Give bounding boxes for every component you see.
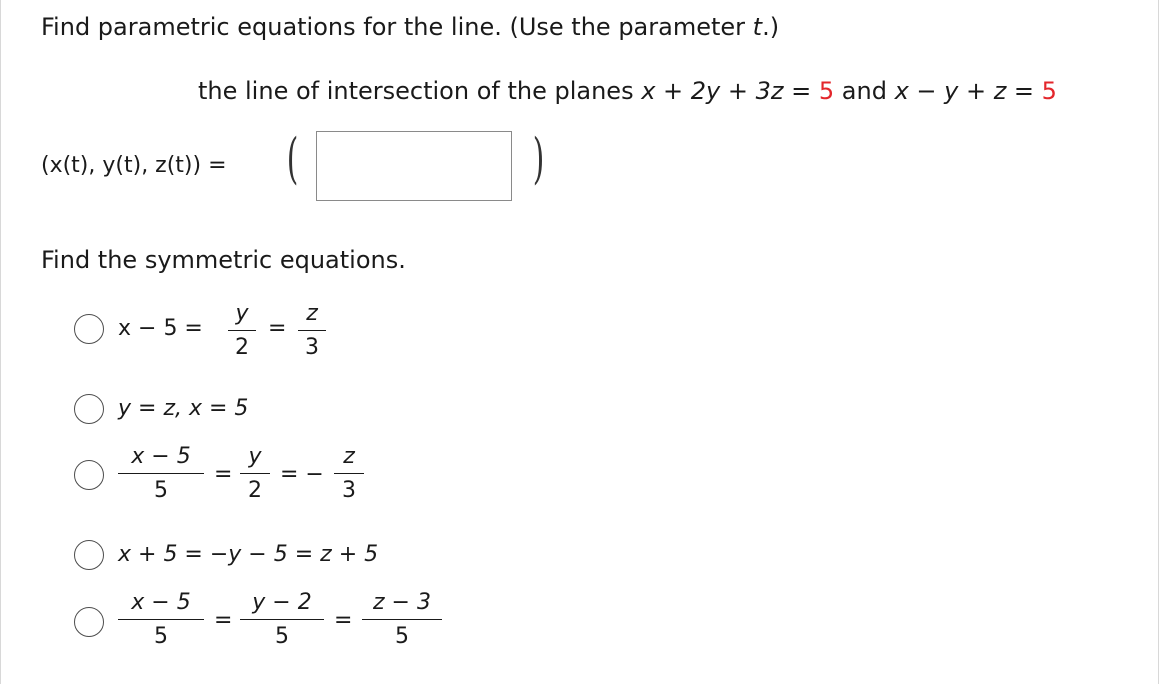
fraction: z 3	[298, 301, 326, 361]
line-description: the line of intersection of the planes x + 2y + 3z = 5 and x − y + z = 5	[198, 77, 1057, 105]
fraction: y 2	[228, 301, 256, 361]
radio-button[interactable]	[74, 607, 104, 637]
option-text: x + 5 = −y − 5 = z + 5	[118, 542, 379, 567]
left-paren: (	[286, 127, 299, 190]
equals-sign: =	[334, 608, 353, 633]
question-prompt: Find parametric equations for the line. (Use the parameter t.)	[41, 13, 780, 41]
radio-button[interactable]	[74, 394, 104, 424]
plane1-constant: 5	[818, 77, 835, 105]
radio-button[interactable]	[74, 540, 104, 570]
option-lead: x − 5 =	[118, 316, 203, 341]
fraction: y 2	[240, 444, 270, 504]
plane2-constant: 5	[1041, 77, 1057, 105]
equals-sign: =	[268, 316, 287, 341]
parametric-answer-input[interactable]	[316, 131, 512, 201]
equals-sign: =	[214, 462, 233, 487]
fraction: z 3	[334, 444, 364, 504]
symmetric-prompt: Find the symmetric equations.	[41, 246, 406, 274]
equals-sign: =	[214, 608, 233, 633]
fraction: x − 5 5	[118, 590, 204, 650]
equals-minus: = −	[280, 462, 324, 487]
right-paren: )	[532, 127, 545, 190]
fraction: z − 3 5	[362, 590, 442, 650]
radio-button[interactable]	[74, 314, 104, 344]
fraction: x − 5 5	[118, 444, 204, 504]
option-text: y = z, x = 5	[118, 396, 249, 421]
fraction: y − 2 5	[240, 590, 324, 650]
radio-button[interactable]	[74, 460, 104, 490]
parametric-label: (x(t), y(t), z(t)) =	[41, 153, 227, 178]
